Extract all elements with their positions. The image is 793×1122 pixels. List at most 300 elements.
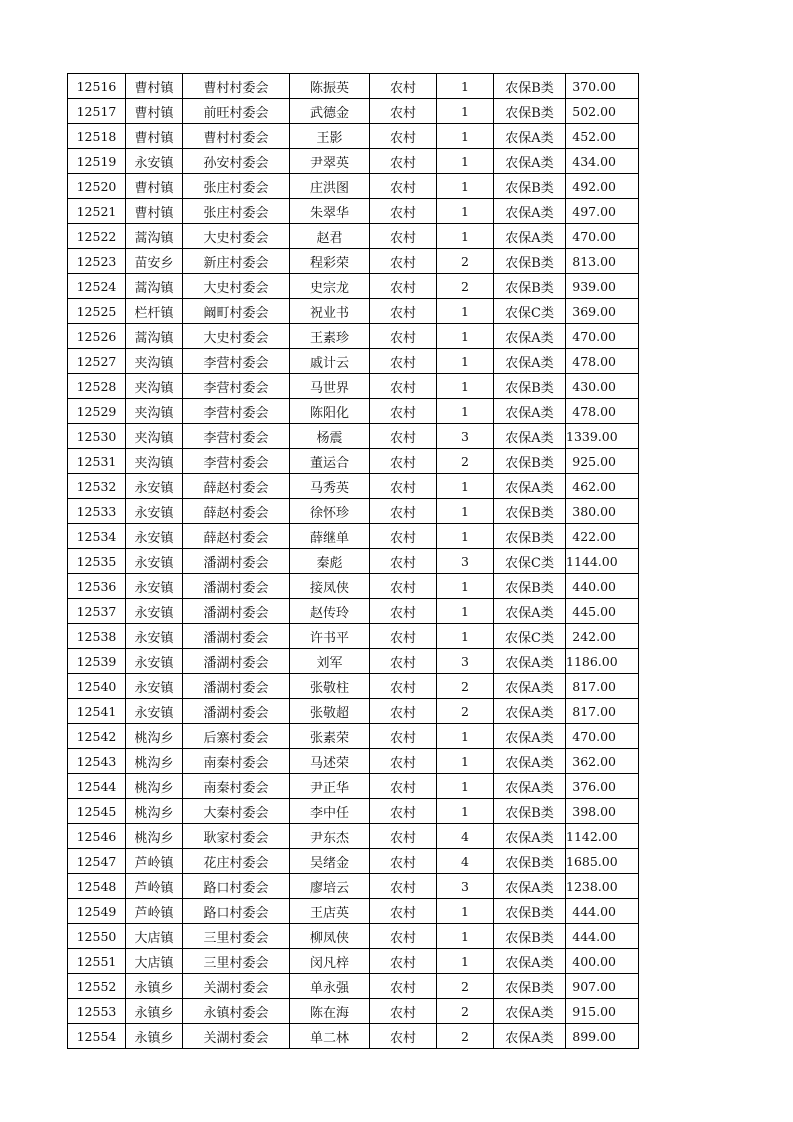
table-row — [68, 74, 639, 99]
township-cell: 永安镇 — [126, 599, 183, 624]
village-committee-cell: 潘湖村委会 — [183, 599, 290, 624]
record-id-cell: 12532 — [68, 474, 126, 499]
insurance-category-cell: 农保A类 — [494, 824, 566, 849]
table-row — [68, 474, 639, 499]
amount-cell: 1186.00 — [566, 649, 639, 674]
person-name-cell: 戚计云 — [290, 349, 370, 374]
table-row — [68, 249, 639, 274]
insurance-category-cell: 农保A类 — [494, 124, 566, 149]
record-id-cell: 12524 — [68, 274, 126, 299]
village-committee-cell: 大史村委会 — [183, 274, 290, 299]
insurance-category-cell: 农保A类 — [494, 874, 566, 899]
township-cell: 永安镇 — [126, 649, 183, 674]
village-committee-cell: 花庄村委会 — [183, 849, 290, 874]
record-id-cell: 12544 — [68, 774, 126, 799]
person-name-cell: 王素珍 — [290, 324, 370, 349]
amount-cell: 899.00 — [566, 1024, 639, 1049]
insurance-category-cell: 农保B类 — [494, 574, 566, 599]
person-name-cell: 陈阳化 — [290, 399, 370, 424]
record-id-cell: 12548 — [68, 874, 126, 899]
area-type-cell: 农村 — [370, 274, 437, 299]
records-body — [68, 74, 639, 1049]
township-cell: 永安镇 — [126, 524, 183, 549]
person-name-cell: 赵传玲 — [290, 599, 370, 624]
township-cell: 曹村镇 — [126, 74, 183, 99]
household-count-cell: 2 — [437, 249, 494, 274]
village-committee-cell: 南秦村委会 — [183, 774, 290, 799]
amount-cell: 813.00 — [566, 249, 639, 274]
village-committee-cell: 李营村委会 — [183, 374, 290, 399]
record-id-cell: 12535 — [68, 549, 126, 574]
insurance-category-cell: 农保A类 — [494, 1024, 566, 1049]
record-id-cell: 12531 — [68, 449, 126, 474]
person-name-cell: 张敬超 — [290, 699, 370, 724]
household-count-cell: 1 — [437, 524, 494, 549]
area-type-cell: 农村 — [370, 99, 437, 124]
area-type-cell: 农村 — [370, 824, 437, 849]
household-count-cell: 1 — [437, 399, 494, 424]
township-cell: 永安镇 — [126, 549, 183, 574]
household-count-cell: 1 — [437, 324, 494, 349]
household-count-cell: 3 — [437, 549, 494, 574]
table-row — [68, 349, 639, 374]
table-row — [68, 649, 639, 674]
household-count-cell: 1 — [437, 99, 494, 124]
amount-cell: 925.00 — [566, 449, 639, 474]
record-id-cell: 12530 — [68, 424, 126, 449]
amount-cell: 434.00 — [566, 149, 639, 174]
person-name-cell: 接凤侠 — [290, 574, 370, 599]
amount-cell: 452.00 — [566, 124, 639, 149]
record-id-cell: 12533 — [68, 499, 126, 524]
record-id-cell: 12551 — [68, 949, 126, 974]
household-count-cell: 1 — [437, 724, 494, 749]
person-name-cell: 许书平 — [290, 624, 370, 649]
record-id-cell: 12549 — [68, 899, 126, 924]
household-count-cell: 1 — [437, 899, 494, 924]
village-committee-cell: 孙安村委会 — [183, 149, 290, 174]
area-type-cell: 农村 — [370, 974, 437, 999]
table-row — [68, 874, 639, 899]
area-type-cell: 农村 — [370, 674, 437, 699]
amount-cell: 915.00 — [566, 999, 639, 1024]
village-committee-cell: 大史村委会 — [183, 324, 290, 349]
records-table — [67, 73, 639, 1049]
insurance-category-cell: 农保B类 — [494, 899, 566, 924]
amount-cell: 817.00 — [566, 674, 639, 699]
area-type-cell: 农村 — [370, 249, 437, 274]
person-name-cell: 史宗龙 — [290, 274, 370, 299]
amount-cell: 362.00 — [566, 749, 639, 774]
record-id-cell: 12519 — [68, 149, 126, 174]
household-count-cell: 3 — [437, 649, 494, 674]
area-type-cell: 农村 — [370, 749, 437, 774]
amount-cell: 430.00 — [566, 374, 639, 399]
village-committee-cell: 大秦村委会 — [183, 799, 290, 824]
household-count-cell: 3 — [437, 424, 494, 449]
area-type-cell: 农村 — [370, 149, 437, 174]
person-name-cell: 陈在海 — [290, 999, 370, 1024]
household-count-cell: 1 — [437, 149, 494, 174]
amount-cell: 502.00 — [566, 99, 639, 124]
amount-cell: 369.00 — [566, 299, 639, 324]
household-count-cell: 1 — [437, 749, 494, 774]
township-cell: 桃沟乡 — [126, 749, 183, 774]
insurance-category-cell: 农保B类 — [494, 799, 566, 824]
insurance-category-cell: 农保B类 — [494, 849, 566, 874]
table-row — [68, 624, 639, 649]
person-name-cell: 王影 — [290, 124, 370, 149]
household-count-cell: 1 — [437, 199, 494, 224]
township-cell: 永镇乡 — [126, 1024, 183, 1049]
village-committee-cell: 路口村委会 — [183, 874, 290, 899]
township-cell: 夹沟镇 — [126, 399, 183, 424]
table-row — [68, 524, 639, 549]
village-committee-cell: 路口村委会 — [183, 899, 290, 924]
amount-cell: 492.00 — [566, 174, 639, 199]
insurance-category-cell: 农保A类 — [494, 774, 566, 799]
record-id-cell: 12527 — [68, 349, 126, 374]
area-type-cell: 农村 — [370, 299, 437, 324]
table-row — [68, 274, 639, 299]
village-committee-cell: 潘湖村委会 — [183, 624, 290, 649]
village-committee-cell: 李营村委会 — [183, 349, 290, 374]
area-type-cell: 农村 — [370, 599, 437, 624]
township-cell: 永安镇 — [126, 574, 183, 599]
township-cell: 蒿沟镇 — [126, 274, 183, 299]
table-row — [68, 124, 639, 149]
table-row — [68, 974, 639, 999]
record-id-cell: 12517 — [68, 99, 126, 124]
household-count-cell: 2 — [437, 449, 494, 474]
insurance-category-cell: 农保A类 — [494, 424, 566, 449]
table-row — [68, 799, 639, 824]
area-type-cell: 农村 — [370, 424, 437, 449]
township-cell: 芦岭镇 — [126, 874, 183, 899]
table-row — [68, 374, 639, 399]
table-row — [68, 149, 639, 174]
township-cell: 芦岭镇 — [126, 899, 183, 924]
table-row — [68, 824, 639, 849]
person-name-cell: 马秀英 — [290, 474, 370, 499]
record-id-cell: 12522 — [68, 224, 126, 249]
township-cell: 永安镇 — [126, 624, 183, 649]
township-cell: 曹村镇 — [126, 199, 183, 224]
household-count-cell: 1 — [437, 174, 494, 199]
insurance-category-cell: 农保A类 — [494, 674, 566, 699]
insurance-category-cell: 农保B类 — [494, 99, 566, 124]
insurance-category-cell: 农保A类 — [494, 999, 566, 1024]
household-count-cell: 1 — [437, 299, 494, 324]
household-count-cell: 4 — [437, 849, 494, 874]
record-id-cell: 12528 — [68, 374, 126, 399]
township-cell: 桃沟乡 — [126, 774, 183, 799]
insurance-category-cell: 农保B类 — [494, 524, 566, 549]
area-type-cell: 农村 — [370, 524, 437, 549]
table-row — [68, 549, 639, 574]
amount-cell: 470.00 — [566, 724, 639, 749]
area-type-cell: 农村 — [370, 899, 437, 924]
table-row — [68, 999, 639, 1024]
amount-cell: 440.00 — [566, 574, 639, 599]
amount-cell: 242.00 — [566, 624, 639, 649]
township-cell: 桃沟乡 — [126, 724, 183, 749]
insurance-category-cell: 农保A类 — [494, 749, 566, 774]
amount-cell: 1685.00 — [566, 849, 639, 874]
table-row — [68, 499, 639, 524]
household-count-cell: 2 — [437, 974, 494, 999]
household-count-cell: 1 — [437, 349, 494, 374]
table-row — [68, 924, 639, 949]
person-name-cell: 赵君 — [290, 224, 370, 249]
household-count-cell: 4 — [437, 824, 494, 849]
insurance-category-cell: 农保C类 — [494, 299, 566, 324]
insurance-category-cell: 农保B类 — [494, 499, 566, 524]
village-committee-cell: 大史村委会 — [183, 224, 290, 249]
record-id-cell: 12521 — [68, 199, 126, 224]
person-name-cell: 单二林 — [290, 1024, 370, 1049]
area-type-cell: 农村 — [370, 449, 437, 474]
record-id-cell: 12540 — [68, 674, 126, 699]
record-id-cell: 12538 — [68, 624, 126, 649]
area-type-cell: 农村 — [370, 774, 437, 799]
person-name-cell: 武德金 — [290, 99, 370, 124]
record-id-cell: 12518 — [68, 124, 126, 149]
area-type-cell: 农村 — [370, 999, 437, 1024]
person-name-cell: 杨震 — [290, 424, 370, 449]
amount-cell: 478.00 — [566, 349, 639, 374]
township-cell: 夹沟镇 — [126, 374, 183, 399]
insurance-category-cell: 农保A类 — [494, 324, 566, 349]
village-committee-cell: 张庄村委会 — [183, 199, 290, 224]
village-committee-cell: 潘湖村委会 — [183, 674, 290, 699]
record-id-cell: 12541 — [68, 699, 126, 724]
area-type-cell: 农村 — [370, 949, 437, 974]
village-committee-cell: 永镇村委会 — [183, 999, 290, 1024]
table-row — [68, 599, 639, 624]
insurance-category-cell: 农保C类 — [494, 549, 566, 574]
household-count-cell: 1 — [437, 599, 494, 624]
record-id-cell: 12537 — [68, 599, 126, 624]
person-name-cell: 陈振英 — [290, 74, 370, 99]
village-committee-cell: 李营村委会 — [183, 424, 290, 449]
township-cell: 大店镇 — [126, 949, 183, 974]
amount-cell: 370.00 — [566, 74, 639, 99]
township-cell: 永安镇 — [126, 499, 183, 524]
household-count-cell: 1 — [437, 574, 494, 599]
insurance-category-cell: 农保B类 — [494, 249, 566, 274]
area-type-cell: 农村 — [370, 699, 437, 724]
township-cell: 夹沟镇 — [126, 349, 183, 374]
village-committee-cell: 耿家村委会 — [183, 824, 290, 849]
amount-cell: 497.00 — [566, 199, 639, 224]
insurance-category-cell: 农保B类 — [494, 974, 566, 999]
person-name-cell: 程彩荣 — [290, 249, 370, 274]
person-name-cell: 秦彪 — [290, 549, 370, 574]
village-committee-cell: 潘湖村委会 — [183, 574, 290, 599]
person-name-cell: 徐怀珍 — [290, 499, 370, 524]
village-committee-cell: 三里村委会 — [183, 949, 290, 974]
amount-cell: 400.00 — [566, 949, 639, 974]
insurance-category-cell: 农保B类 — [494, 374, 566, 399]
township-cell: 永安镇 — [126, 674, 183, 699]
village-committee-cell: 阚町村委会 — [183, 299, 290, 324]
area-type-cell: 农村 — [370, 499, 437, 524]
township-cell: 桃沟乡 — [126, 824, 183, 849]
table-row — [68, 174, 639, 199]
household-count-cell: 1 — [437, 474, 494, 499]
village-committee-cell: 李营村委会 — [183, 399, 290, 424]
township-cell: 蒿沟镇 — [126, 224, 183, 249]
household-count-cell: 1 — [437, 924, 494, 949]
table-row — [68, 299, 639, 324]
amount-cell: 478.00 — [566, 399, 639, 424]
village-committee-cell: 薛赵村委会 — [183, 524, 290, 549]
household-count-cell: 2 — [437, 999, 494, 1024]
village-committee-cell: 前旺村委会 — [183, 99, 290, 124]
amount-cell: 939.00 — [566, 274, 639, 299]
township-cell: 桃沟乡 — [126, 799, 183, 824]
record-id-cell: 12525 — [68, 299, 126, 324]
household-count-cell: 2 — [437, 1024, 494, 1049]
village-committee-cell: 三里村委会 — [183, 924, 290, 949]
table-row — [68, 949, 639, 974]
township-cell: 夹沟镇 — [126, 449, 183, 474]
area-type-cell: 农村 — [370, 74, 437, 99]
amount-cell: 1142.00 — [566, 824, 639, 849]
person-name-cell: 王店英 — [290, 899, 370, 924]
table-row — [68, 849, 639, 874]
township-cell: 曹村镇 — [126, 124, 183, 149]
person-name-cell: 尹东杰 — [290, 824, 370, 849]
amount-cell: 444.00 — [566, 899, 639, 924]
village-committee-cell: 张庄村委会 — [183, 174, 290, 199]
insurance-category-cell: 农保A类 — [494, 149, 566, 174]
area-type-cell: 农村 — [370, 349, 437, 374]
amount-cell: 444.00 — [566, 924, 639, 949]
village-committee-cell: 潘湖村委会 — [183, 549, 290, 574]
township-cell: 永安镇 — [126, 699, 183, 724]
insurance-category-cell: 农保C类 — [494, 624, 566, 649]
person-name-cell: 尹翠英 — [290, 149, 370, 174]
record-id-cell: 12520 — [68, 174, 126, 199]
area-type-cell: 农村 — [370, 324, 437, 349]
township-cell: 永安镇 — [126, 474, 183, 499]
household-count-cell: 1 — [437, 949, 494, 974]
table-row — [68, 774, 639, 799]
township-cell: 夹沟镇 — [126, 424, 183, 449]
household-count-cell: 1 — [437, 224, 494, 249]
insurance-category-cell: 农保A类 — [494, 599, 566, 624]
record-id-cell: 12547 — [68, 849, 126, 874]
amount-cell: 422.00 — [566, 524, 639, 549]
amount-cell: 1144.00 — [566, 549, 639, 574]
amount-cell: 470.00 — [566, 224, 639, 249]
table-row — [68, 699, 639, 724]
person-name-cell: 刘军 — [290, 649, 370, 674]
village-committee-cell: 关湖村委会 — [183, 1024, 290, 1049]
table-row — [68, 199, 639, 224]
village-committee-cell: 潘湖村委会 — [183, 699, 290, 724]
area-type-cell: 农村 — [370, 1024, 437, 1049]
person-name-cell: 董运合 — [290, 449, 370, 474]
person-name-cell: 闵凡梓 — [290, 949, 370, 974]
township-cell: 芦岭镇 — [126, 849, 183, 874]
amount-cell: 380.00 — [566, 499, 639, 524]
household-count-cell: 2 — [437, 699, 494, 724]
household-count-cell: 1 — [437, 774, 494, 799]
township-cell: 永镇乡 — [126, 999, 183, 1024]
person-name-cell: 柳凤侠 — [290, 924, 370, 949]
township-cell: 曹村镇 — [126, 99, 183, 124]
person-name-cell: 张敬柱 — [290, 674, 370, 699]
amount-cell: 907.00 — [566, 974, 639, 999]
area-type-cell: 农村 — [370, 799, 437, 824]
township-cell: 苗安乡 — [126, 249, 183, 274]
insurance-category-cell: 农保B类 — [494, 74, 566, 99]
record-id-cell: 12534 — [68, 524, 126, 549]
village-committee-cell: 新庄村委会 — [183, 249, 290, 274]
record-id-cell: 12526 — [68, 324, 126, 349]
township-cell: 曹村镇 — [126, 174, 183, 199]
table-row — [68, 424, 639, 449]
village-committee-cell: 薛赵村委会 — [183, 499, 290, 524]
area-type-cell: 农村 — [370, 174, 437, 199]
person-name-cell: 朱翠华 — [290, 199, 370, 224]
village-committee-cell: 薛赵村委会 — [183, 474, 290, 499]
table-row — [68, 324, 639, 349]
township-cell: 蒿沟镇 — [126, 324, 183, 349]
table-row — [68, 449, 639, 474]
person-name-cell: 张素荣 — [290, 724, 370, 749]
table-row — [68, 574, 639, 599]
household-count-cell: 1 — [437, 124, 494, 149]
township-cell: 大店镇 — [126, 924, 183, 949]
amount-cell: 376.00 — [566, 774, 639, 799]
insurance-category-cell: 农保B类 — [494, 274, 566, 299]
person-name-cell: 薛继单 — [290, 524, 370, 549]
record-id-cell: 12529 — [68, 399, 126, 424]
table-row — [68, 224, 639, 249]
record-id-cell: 12554 — [68, 1024, 126, 1049]
record-id-cell: 12545 — [68, 799, 126, 824]
township-cell: 永安镇 — [126, 149, 183, 174]
village-committee-cell: 关湖村委会 — [183, 974, 290, 999]
record-id-cell: 12550 — [68, 924, 126, 949]
area-type-cell: 农村 — [370, 574, 437, 599]
area-type-cell: 农村 — [370, 224, 437, 249]
record-id-cell: 12543 — [68, 749, 126, 774]
record-id-cell: 12553 — [68, 999, 126, 1024]
village-committee-cell: 潘湖村委会 — [183, 649, 290, 674]
person-name-cell: 祝业书 — [290, 299, 370, 324]
record-id-cell: 12536 — [68, 574, 126, 599]
insurance-category-cell: 农保A类 — [494, 474, 566, 499]
amount-cell: 817.00 — [566, 699, 639, 724]
person-name-cell: 廖培云 — [290, 874, 370, 899]
person-name-cell: 吴绪金 — [290, 849, 370, 874]
area-type-cell: 农村 — [370, 124, 437, 149]
record-id-cell: 12546 — [68, 824, 126, 849]
insurance-category-cell: 农保B类 — [494, 449, 566, 474]
village-committee-cell: 曹村村委会 — [183, 74, 290, 99]
person-name-cell: 马世界 — [290, 374, 370, 399]
record-id-cell: 12516 — [68, 74, 126, 99]
person-name-cell: 马述荣 — [290, 749, 370, 774]
household-count-cell: 3 — [437, 874, 494, 899]
area-type-cell: 农村 — [370, 724, 437, 749]
insurance-category-cell: 农保B类 — [494, 174, 566, 199]
